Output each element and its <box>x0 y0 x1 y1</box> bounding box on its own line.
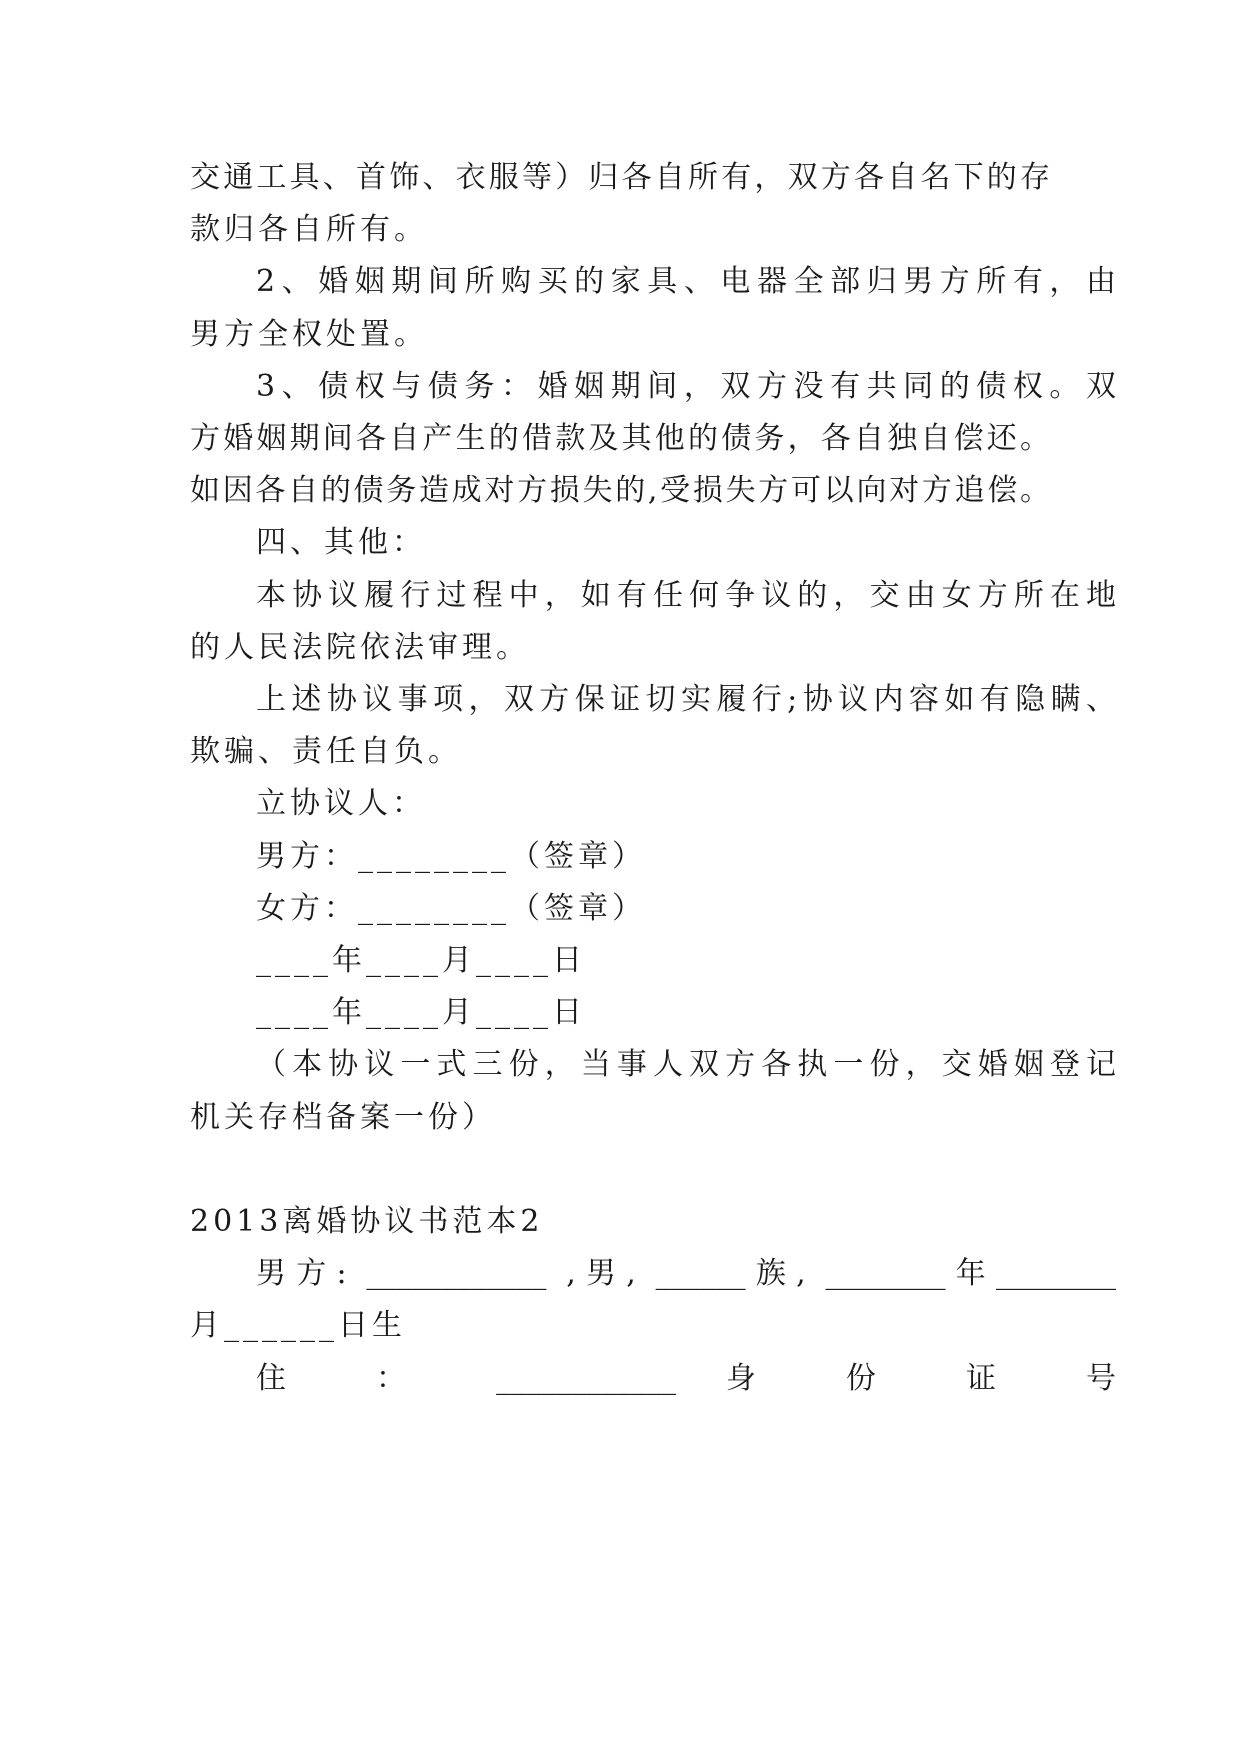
paragraph-line: 2、婚姻期间所购买的家具、电器全部归男方所有，由 <box>256 264 1116 299</box>
paragraph-line: 上述协议事项，双方保证切实履行;协议内容如有隐瞒、 <box>256 682 1116 717</box>
paragraph-line: 方婚姻期间各自产生的借款及其他的债务，各自独自偿还。 <box>190 421 1050 456</box>
paragraph-line: 欺骗、责任自负。 <box>190 734 462 769</box>
form-line: 月______日生 <box>190 1308 406 1343</box>
paragraph-line: 机关存档备案一份） <box>190 1100 496 1135</box>
form-line: 住 ： ____________ 身 份 证 号 <box>256 1361 1116 1396</box>
form-line: 男方: ____________ ,男, ______族, ________年________ <box>256 1256 1116 1291</box>
male-signature-line: 男方：________（签章） <box>256 839 646 874</box>
paragraph-line: 如因各自的债务造成对方损失的,受损失方可以向对方追偿。 <box>190 473 1050 508</box>
paragraph-line: 本协议履行过程中，如有任何争议的，交由女方所在地 <box>256 578 1116 613</box>
paragraph-line: （本协议一式三份，当事人双方各执一份，交婚姻登记 <box>256 1047 1116 1082</box>
paragraph-line: 款归各自所有。 <box>190 212 428 247</box>
section-heading: 四、其他： <box>256 525 426 560</box>
paragraph-line: 的人民法院依法审理。 <box>190 630 530 665</box>
paragraph-line: 交通工具、首饰、衣服等）归各自所有，双方各自名下的存 <box>190 160 1050 195</box>
paragraph-line: 男方全权处置。 <box>190 317 428 352</box>
female-signature-line: 女方：________（签章） <box>256 891 646 926</box>
date-line: ____年____月____日 <box>256 995 586 1030</box>
paragraph-line: 3、债权与债务：婚姻期间，双方没有共同的债权。双 <box>256 369 1116 404</box>
section-title: 2013离婚协议书范本2 <box>190 1204 544 1239</box>
signatory-label: 立协议人： <box>256 786 426 821</box>
date-line: ____年____月____日 <box>256 943 586 978</box>
